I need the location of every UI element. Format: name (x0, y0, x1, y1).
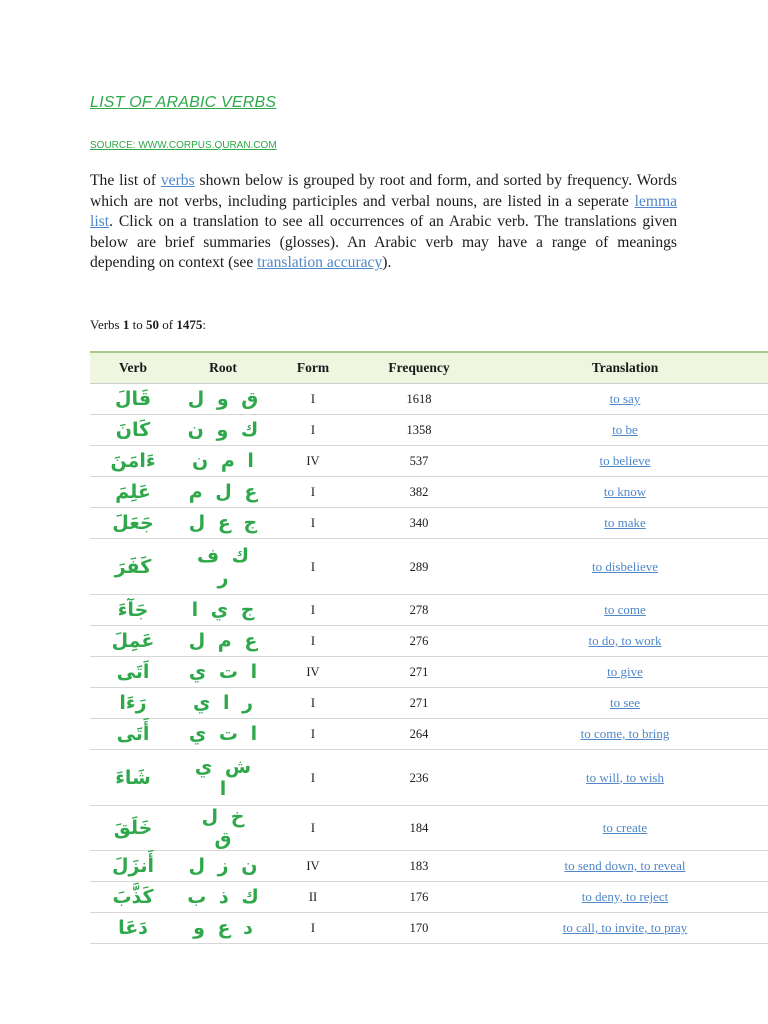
verb-rows (90, 384, 768, 944)
verb-cell (90, 477, 176, 508)
verb-cell: رَءَا (119, 692, 147, 714)
table-row (90, 882, 768, 913)
table-row (90, 719, 768, 750)
root-cell (176, 851, 270, 882)
form-cell: IV (306, 665, 320, 679)
translation-cell (482, 657, 768, 688)
header-verb: Verb (90, 352, 176, 384)
translation-cell (482, 688, 768, 719)
verb-cell: جَعَلَ (112, 512, 154, 534)
translation-link[interactable]: to give (607, 664, 643, 679)
translation-cell (482, 477, 768, 508)
form-cell: I (310, 921, 316, 935)
form-cell (270, 384, 356, 415)
translation-link[interactable]: to see (610, 695, 640, 710)
form-cell (270, 657, 356, 688)
frequency-cell (356, 719, 482, 750)
form-cell (270, 882, 356, 913)
frequency-cell (356, 595, 482, 626)
verb-cell: كَفَرَ (114, 555, 152, 578)
frequency-cell (356, 384, 482, 415)
verb-cell (90, 719, 176, 750)
form-cell (270, 750, 356, 806)
form-cell: I (310, 559, 316, 574)
root-cell: خ ل ق (201, 806, 245, 850)
form-cell: II (308, 890, 318, 904)
translation-link[interactable]: to make (604, 515, 646, 530)
root-cell (176, 446, 270, 477)
frequency-cell (356, 415, 482, 446)
frequency-cell (356, 851, 482, 882)
table-row (90, 657, 768, 688)
root-cell (176, 477, 270, 508)
translation-link[interactable]: to do, to work (588, 633, 662, 648)
verb-cell: أَتَى (116, 723, 150, 745)
translation-link[interactable]: to come, to bring (580, 726, 670, 741)
verb-cell (90, 595, 176, 626)
translation-link[interactable]: to deny, to reject (581, 889, 669, 904)
verbs-link[interactable]: verbs (160, 172, 195, 189)
verb-cell: كَذَّبَ (112, 886, 154, 908)
frequency-cell: 176 (409, 890, 429, 904)
root-cell (176, 882, 270, 913)
table-header-row (90, 352, 768, 384)
form-cell: I (310, 392, 316, 406)
root-cell (176, 539, 270, 595)
translation-cell (482, 806, 768, 851)
root-cell: ك ذ ب (187, 886, 259, 908)
translation-link[interactable]: to disbelieve (591, 558, 659, 574)
table-row (90, 446, 768, 477)
verbs-count (90, 317, 206, 333)
verb-cell (90, 851, 176, 882)
root-cell: ا ت ي (188, 661, 258, 683)
root-cell (176, 657, 270, 688)
translation-cell (482, 508, 768, 539)
translation-cell (482, 913, 768, 944)
intro-text-2: shown below is grouped by root and form, and sorted by frequency. Words which are not verbs, including participles and verbal nouns, are listed in a seperate (90, 172, 678, 210)
form-cell (270, 719, 356, 750)
root-cell (176, 415, 270, 446)
count-total: 1475 (176, 317, 203, 332)
form-cell: I (310, 634, 316, 648)
verb-cell: جَآءَ (117, 599, 149, 621)
table-row (90, 806, 768, 851)
translation-link[interactable]: to say (609, 391, 641, 406)
frequency-cell (356, 806, 482, 851)
frequency-cell (356, 657, 482, 688)
frequency-cell (356, 539, 482, 595)
root-cell (176, 508, 270, 539)
translation-link[interactable]: to believe (599, 453, 651, 468)
verb-cell (90, 415, 176, 446)
verb-cell (90, 384, 176, 415)
verb-cell: اَتَى (116, 661, 150, 683)
count-suffix: : (202, 317, 206, 332)
verb-cell (90, 508, 176, 539)
form-cell: IV (306, 859, 320, 873)
header-translation: Translation (482, 352, 768, 384)
frequency-cell (356, 626, 482, 657)
form-cell (270, 539, 356, 595)
verb-cell: كَانَ (115, 419, 151, 441)
form-cell: I (310, 423, 316, 437)
verb-cell: عَلِمَ (115, 481, 151, 503)
verb-cell (90, 626, 176, 657)
intro-paragraph (90, 171, 677, 274)
frequency-cell: 271 (409, 696, 429, 710)
form-cell: IV (306, 454, 320, 468)
verb-cell: أَنزَلَ (112, 855, 154, 877)
verb-cell (90, 539, 176, 595)
count-from: 1 (122, 317, 130, 332)
form-cell (270, 688, 356, 719)
form-cell: I (310, 516, 316, 530)
root-cell (176, 595, 270, 626)
count-prefix: Verbs (90, 317, 123, 332)
form-cell: I (310, 696, 316, 710)
intro-text-4: ). (382, 254, 392, 272)
translation-cell (482, 539, 768, 595)
root-cell (176, 750, 270, 806)
header-form: Form (270, 352, 356, 384)
translation-link[interactable]: to come (604, 602, 646, 617)
frequency-cell (356, 446, 482, 477)
lemma-list-link[interactable]: lemma list (90, 192, 677, 231)
table-row (90, 508, 768, 539)
header-root: Root (176, 352, 270, 384)
verb-cell (90, 913, 176, 944)
frequency-cell: 278 (409, 603, 429, 617)
frequency-cell (356, 882, 482, 913)
frequency-cell: 382 (409, 485, 429, 499)
translation-cell (482, 626, 768, 657)
frequency-cell: 1358 (406, 423, 432, 437)
root-cell: د ع و (193, 917, 253, 939)
table-row (90, 913, 768, 944)
verb-table (90, 351, 768, 944)
translation-cell (482, 595, 768, 626)
table-row (90, 626, 768, 657)
verb-cell: دَعَا (118, 917, 148, 939)
verb-cell: شَاءَ (115, 766, 151, 789)
verb-cell (90, 806, 176, 851)
frequency-cell: 340 (409, 516, 429, 530)
root-cell: ا م ن (192, 450, 254, 472)
form-cell (270, 446, 356, 477)
root-cell: ا ت ي (188, 723, 258, 745)
form-cell (270, 626, 356, 657)
table-row (90, 539, 768, 595)
form-cell (270, 913, 356, 944)
frequency-cell: 170 (409, 921, 429, 935)
verb-cell (90, 750, 176, 806)
root-cell (176, 688, 270, 719)
count-to-word: to (129, 317, 146, 332)
verb-cell: خَلَقَ (113, 817, 153, 839)
frequency-cell (356, 477, 482, 508)
frequency-cell: 537 (409, 454, 429, 468)
page-title[interactable]: LIST OF ARABIC VERBS (90, 94, 277, 111)
root-cell: ع ل م (188, 481, 258, 503)
form-cell: I (310, 727, 316, 741)
form-cell (270, 508, 356, 539)
frequency-cell: 264 (409, 727, 429, 741)
table-row (90, 477, 768, 508)
root-cell: ق و ل (187, 388, 259, 410)
root-cell: ر ا ي (192, 692, 254, 714)
translation-link[interactable]: to know (603, 484, 647, 499)
root-cell: ج ي ا (191, 599, 255, 621)
verb-cell (90, 688, 176, 719)
frequency-cell: 271 (409, 665, 429, 679)
verb-cell: ءَامَنَ (110, 450, 156, 472)
translation-link[interactable]: to call, to invite, to pray (562, 920, 688, 935)
translation-accuracy-link[interactable]: translation accuracy (257, 254, 383, 272)
frequency-cell (356, 750, 482, 806)
frequency-cell: 184 (409, 821, 429, 835)
root-cell (176, 913, 270, 944)
translation-link[interactable]: to be (612, 422, 638, 437)
table-row (90, 384, 768, 415)
intro-text-1: The list of (90, 172, 161, 189)
root-cell: ج ع ل (188, 512, 258, 534)
verb-cell (90, 882, 176, 913)
frequency-cell (356, 913, 482, 944)
frequency-cell: 289 (409, 559, 429, 574)
root-cell (176, 384, 270, 415)
count-to: 50 (145, 317, 159, 332)
table-row (90, 750, 768, 806)
translation-cell (482, 446, 768, 477)
verb-cell: قَالَ (114, 388, 152, 410)
form-cell (270, 595, 356, 626)
translation-cell (482, 882, 768, 913)
translation-cell (482, 415, 768, 446)
translation-link[interactable]: to will, to wish (585, 769, 664, 785)
table-row (90, 595, 768, 626)
header-frequency: Frequency (356, 352, 482, 384)
form-cell: I (310, 821, 316, 835)
root-cell: ك ف ر (196, 544, 250, 589)
form-cell (270, 477, 356, 508)
frequency-cell: 236 (409, 770, 429, 785)
frequency-cell: 276 (409, 634, 429, 648)
root-cell: ك و ن (187, 419, 259, 441)
count-of-word: of (158, 317, 177, 332)
translation-cell (482, 719, 768, 750)
form-cell: I (310, 770, 316, 785)
root-cell (176, 806, 270, 851)
verb-cell: عَمِلَ (111, 630, 155, 652)
frequency-cell: 183 (409, 859, 429, 873)
translation-link[interactable]: to send down, to reveal (564, 858, 686, 873)
frequency-cell: 1618 (406, 392, 432, 406)
form-cell: I (310, 485, 316, 499)
table-row (90, 415, 768, 446)
verb-cell (90, 657, 176, 688)
root-cell (176, 626, 270, 657)
form-cell (270, 851, 356, 882)
source-link[interactable]: SOURCE: WWW.CORPUS.QURAN.COM (90, 140, 277, 151)
root-cell: ن ز ل (188, 855, 258, 877)
translation-cell (482, 851, 768, 882)
frequency-cell (356, 508, 482, 539)
root-cell: ع م ل (188, 630, 258, 652)
intro-text-3: . Click on a translation to see all occurrences of an Arabic verb. The translations given below are brief summaries (glosses). An Arabic verb may have a range of meanings depending on context (see (90, 213, 677, 272)
translation-cell (482, 750, 768, 806)
root-cell (176, 719, 270, 750)
verb-cell (90, 446, 176, 477)
table-row (90, 851, 768, 882)
form-cell (270, 415, 356, 446)
translation-cell (482, 384, 768, 415)
root-cell: ش ي ا (194, 755, 252, 800)
frequency-cell (356, 688, 482, 719)
table-row (90, 688, 768, 719)
translation-link[interactable]: to create (602, 820, 648, 835)
form-cell: I (310, 603, 316, 617)
form-cell (270, 806, 356, 851)
